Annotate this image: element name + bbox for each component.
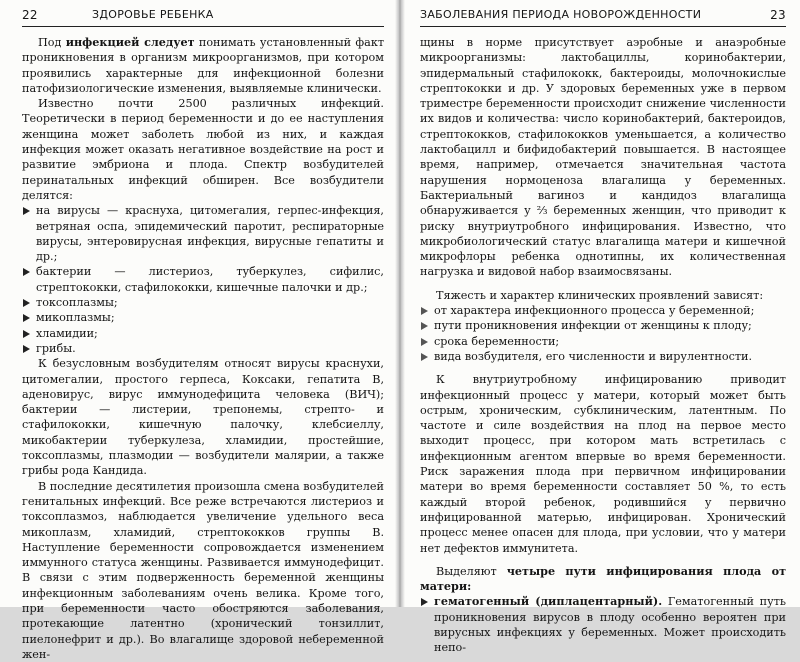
routes-list <box>420 594 786 655</box>
list-item: от характера инфекционного процесса у беременной; <box>420 303 786 318</box>
severity-factors-list <box>420 303 786 364</box>
right-page-body <box>420 35 786 656</box>
list-item: микоплазмы; <box>22 310 384 325</box>
left-page <box>0 0 398 661</box>
running-head-right <box>420 6 786 27</box>
paragraph-recent-decades: В последние десятилетия произошла смена возбудителей генитальных инфекций. Все реже встречаются листериоз и токсоплазмоз, наблюдается увеличение удельного веса микоплазм, хламидий, стрептококков группы В. Наступление беременности сопровождается изменением иммунного статуса женщины. Развивается иммунодефицит. В связи с этим подверженность беременной женщины инфекционным заболеваниям очень велика. Кроме того, при беременности часто обостряются заболевания, протекающие латентно (хронический тонзиллит, пиелонефрит и др.). Во влагалище здоровой небеременной жен- <box>22 479 384 661</box>
list-item: токсоплазмы; <box>22 295 384 310</box>
routes-intro <box>420 564 786 595</box>
intro-paragraph <box>22 35 384 96</box>
list-item: хламидии; <box>22 326 384 341</box>
running-head-title-right: ЗАБОЛЕВАНИЯ ПЕРИОДА НОВОРОЖДЕННОСТИ <box>420 8 702 21</box>
paragraph-intrauterine-infection: К внутриутробному инфицированию приводит инфекционный процесс у матери, который может быть острым, хроническим, субклиническим, латентным. По частоте и силе воздействия на плод на первое место выходит процесс, при котором мать встретилась с инфекционным агентом впервые во время беременности. Риск заражения плода при первичном инфицировании матери во время беременности составляет 50 %, то есть каждый второй ребенок, родившийся у первично инфицированной матерью, инфицирован. Хронический процесс менее опасен для плода, при условии, что у матери нет дефектов иммунитета. <box>420 373 786 555</box>
running-head-left <box>22 6 384 27</box>
paragraph-infections-count: Известно почти 2500 различных инфекций. Теоретически в период беременности и до ее наступления женщина может заболеть любой из них, и каждая инфекция может оказать негативное воздействие на рост и развитие эмбриона и плода. Спектр возбудителей перинатальных инфекций обширен. Все возбудители делятся: <box>22 97 384 202</box>
left-page-body <box>22 35 384 662</box>
paragraph-unconditional-pathogens: К безусловным возбудителям относят вирусы краснухи, цитомегалии, простого герпеса, Коксаки, гепатита В, аденовирус, вирус иммунодефицита человека (ВИЧ); бактерии — листерии, трепонемы, стрепто- и стафилококки, кишечную палочку, клебсиеллу, микобактерии туберкулеза, хламидии, простейшие, токсоплазмы, плазмодии — возбудители малярии, а также грибы рода Кандида. <box>22 357 384 478</box>
list-item: вида возбудителя, его численности и вирулентности. <box>420 349 786 364</box>
routes-lead: Выделяют <box>436 564 507 578</box>
routes-bold: четыре пути инфицирования плода от матери: <box>420 563 787 594</box>
severity-intro: Тяжесть и характер клинических проявлений зависят: <box>436 288 764 302</box>
page-number-left: 22 <box>22 8 38 22</box>
page-number-right: 23 <box>770 8 786 22</box>
running-head-title-left: ЗДОРОВЬЕ РЕБЕНКА <box>92 8 214 21</box>
list-item: бактерии — листериоз, туберкулез, сифилис, стрептококки, стафилококки, кишечные палочки и др.; <box>22 264 384 295</box>
list-item: пути проникновения инфекции от женщины к плоду; <box>420 318 786 333</box>
route-name: гематогенный (диплацентарный). <box>434 594 663 609</box>
pathogen-list <box>22 203 384 356</box>
list-item <box>420 594 786 655</box>
intro-rest: понимать установленный факт проникновения в организм микроорганизмов, при котором проявились характерные для инфекционной болезни патофизиологические изменения, выявляемые клинически. <box>22 36 385 95</box>
right-page <box>402 0 800 655</box>
paragraph-microflora: щины в норме присутствует аэробные и анаэробные микроорганизмы: лактобациллы, коринобактерии, эпидермальный стафилококк, бактероиды, молочнокислые стрептококки и др. У здоровых беременных уже в первом триместре беременности происходит снижение численности их видов и количества: число коринобактерий, бактероидов, стрептококков, стафилококков уменьшается, а количество лактобацилл и бифидобактерий повышается. В настоящее время, например, отмечается значительная частота нарушения нормоценоза влагалища у беременных. Бактериальный вагиноз и кандидоз влагалища обнаруживается у ⅔ беременных женщин, что приводит к риску внутриутробного инфицирования. Известно, что микробиологический статус влагалища матери и кишечной микрофлоры ребенка однотипны, их количественная нагрузка и видовой набор взаимосвязаны. <box>420 36 786 279</box>
list-item: грибы. <box>22 341 384 356</box>
list-item: на вирусы — краснуха, цитомегалия, герпес-инфекция, ветряная оспа, эпидемический паротит, респираторные вирусы, энтеровирусная инфекция, вирусные гепатиты и др.; <box>22 203 384 264</box>
intro-bold-term: инфекцией следует <box>65 35 195 49</box>
route-description: Гематогенный путь проникновения вирусов в плоду особенно вероятен при вирусных инфекциях у беременных. Может происходить непо- <box>434 595 787 655</box>
intro-lead: Под <box>38 36 66 49</box>
list-item: срока беременности; <box>420 334 786 349</box>
